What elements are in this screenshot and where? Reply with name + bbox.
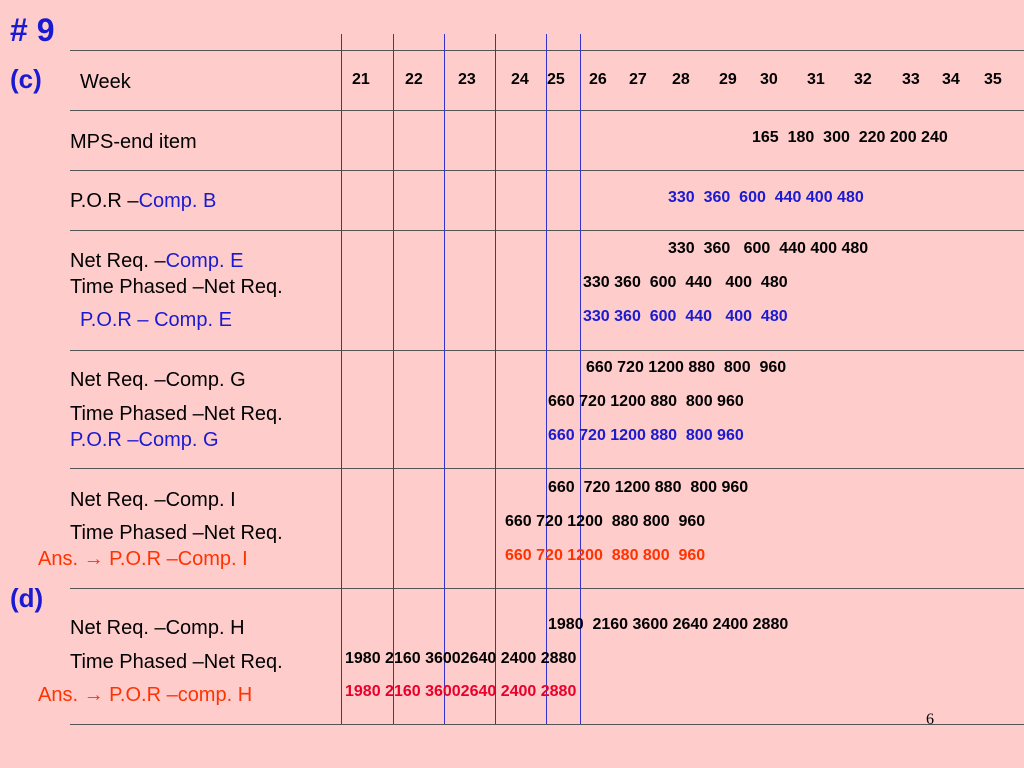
answer-por-comp-h-values: 1980 2160 36002640 2400 2880 xyxy=(345,683,577,700)
time-phased-comp-e-values: 330 360 600 440 400 480 xyxy=(583,274,788,291)
week-number: 23 xyxy=(458,71,476,88)
week-number: 32 xyxy=(854,71,872,88)
row-divider xyxy=(70,588,1024,589)
answer-por-comp-i-values: 660 720 1200 880 800 960 xyxy=(505,547,706,564)
week-number: 22 xyxy=(405,71,423,88)
time-phased-comp-e-label: Time Phased –Net Req. xyxy=(70,276,283,298)
column-divider xyxy=(546,34,547,724)
time-phased-comp-g-label: Time Phased –Net Req. xyxy=(70,403,283,425)
net-req-comp-h-values: 1980 2160 3600 2640 2400 2880 xyxy=(548,616,789,633)
week-number: 29 xyxy=(719,71,737,88)
net-req-prefix: Net Req. – xyxy=(70,250,166,272)
section-c-label: (c) xyxy=(10,64,42,94)
net-req-comp-e-values: 330 360 600 440 400 480 xyxy=(668,240,869,257)
column-divider xyxy=(393,34,394,724)
mps-label: MPS-end item xyxy=(70,131,197,153)
por-comp-e-values: 330 360 600 440 400 480 xyxy=(583,308,788,325)
section-d-label: (d) xyxy=(10,583,44,613)
week-number: 21 xyxy=(352,71,370,88)
net-req-comp-i-values: 660 720 1200 880 800 960 xyxy=(548,479,749,496)
por-comp-e-label: P.O.R – Comp. E xyxy=(80,309,232,331)
time-phased-comp-h-label: Time Phased –Net Req. xyxy=(70,651,283,673)
component-name: Comp. E xyxy=(165,250,244,272)
time-phased-comp-g-values: 660 720 1200 880 800 960 xyxy=(548,393,744,410)
row-divider xyxy=(70,350,1024,351)
net-req-comp-g-label: Net Req. –Comp. G xyxy=(70,369,246,391)
page-number: 6 xyxy=(926,711,934,728)
row-divider xyxy=(70,110,1024,111)
week-number: 28 xyxy=(672,71,690,88)
week-number: 30 xyxy=(760,71,778,88)
week-number: 27 xyxy=(629,71,647,88)
por-comp-g-values: 660 720 1200 880 800 960 xyxy=(548,427,744,444)
week-number: 24 xyxy=(511,71,529,88)
column-divider xyxy=(495,34,496,724)
net-req-comp-g-values: 660 720 1200 880 800 960 xyxy=(586,359,787,376)
answer-por-comp-h-label: Ans. → P.O.R –comp. H xyxy=(38,684,253,706)
component-name: Comp. B xyxy=(138,190,217,212)
por-comp-b-label xyxy=(70,191,216,211)
column-divider xyxy=(444,34,445,724)
week-number: 26 xyxy=(589,71,607,88)
time-phased-comp-h-values: 1980 2160 36002640 2400 2880 xyxy=(345,650,577,667)
net-req-comp-i-label: Net Req. –Comp. I xyxy=(70,489,236,511)
week-number: 31 xyxy=(807,71,825,88)
row-divider xyxy=(70,170,1024,171)
week-number: 35 xyxy=(984,71,1002,88)
time-phased-comp-i-values: 660 720 1200 880 800 960 xyxy=(505,513,706,530)
week-number: 34 xyxy=(942,71,960,88)
row-divider xyxy=(70,230,1024,231)
column-divider xyxy=(341,34,342,724)
por-comp-g-label: P.O.R –Comp. G xyxy=(70,429,219,451)
row-divider xyxy=(70,50,1024,51)
answer-por-comp-i-label: Ans. → P.O.R –Comp. I xyxy=(38,548,248,570)
week-label: Week xyxy=(80,71,131,93)
net-req-comp-h-label: Net Req. –Comp. H xyxy=(70,617,245,639)
row-divider xyxy=(70,468,1024,469)
net-req-comp-e-label xyxy=(70,251,243,271)
row-divider xyxy=(70,724,1024,725)
mps-values: 165 180 300 220 200 240 xyxy=(752,129,948,146)
por-comp-b-values: 330 360 600 440 400 480 xyxy=(668,189,864,206)
week-number: 33 xyxy=(902,71,920,88)
week-number: 25 xyxy=(547,71,565,88)
slide-title: # 9 xyxy=(10,12,55,48)
por-label-prefix: P.O.R – xyxy=(70,190,139,212)
time-phased-comp-i-label: Time Phased –Net Req. xyxy=(70,522,283,544)
